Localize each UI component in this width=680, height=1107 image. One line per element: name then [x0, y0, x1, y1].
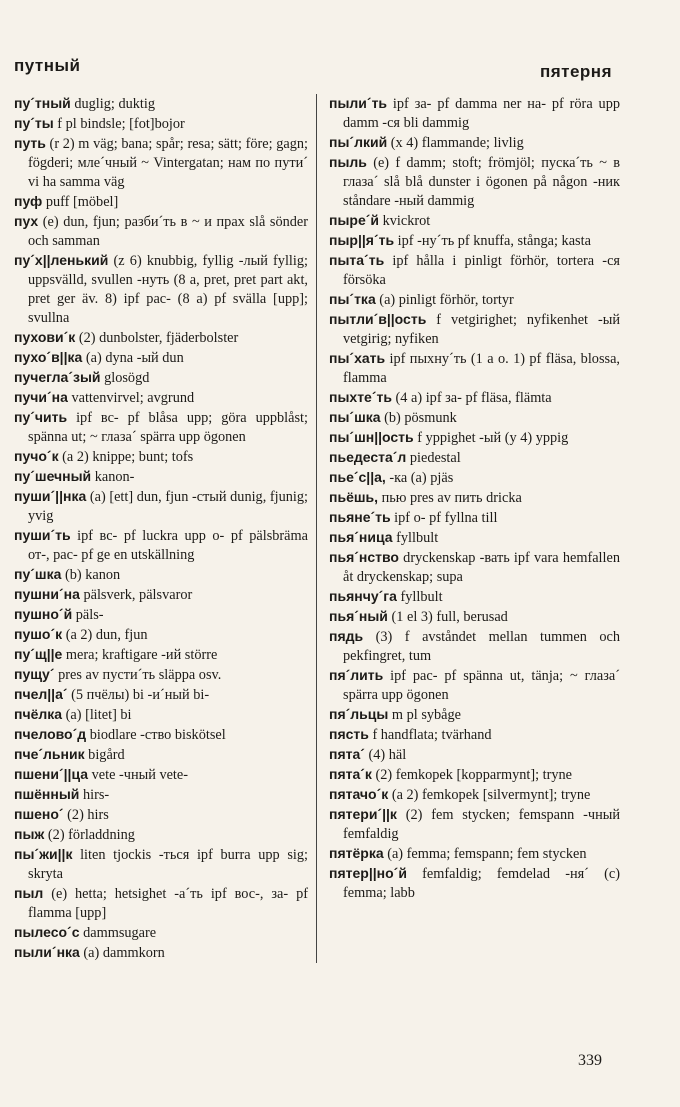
dictionary-entry: пы´шн||ость f yppighet -ый (y 4) yppig: [329, 429, 569, 446]
dictionary-entry: пясть f handflata; tvärhand: [329, 726, 492, 743]
dictionary-entry: пшено´ (2) hirs: [14, 806, 109, 823]
right-column: [317, 94, 620, 963]
dictionary-entry: пыхте´ть (4 a) ipf за- pf fläsa, flämta: [329, 389, 552, 406]
dictionary-entry: пуф puff [möbel]: [14, 193, 119, 210]
dictionary-entry: пче´льник bigård: [14, 746, 125, 763]
dictionary-entry: пыль (e) f damm; stoft; frömjöl; пуска´ть ~ в глаза´ slå blå dunster i ögonen på någon -ник ståndare -ный dammig: [329, 154, 620, 209]
header-guide-word-left: путный: [14, 56, 81, 75]
dictionary-entry: пы´шка (b) pösmunk: [329, 409, 457, 426]
dictionary-entry: пья´нство dryckenskap -вать ipf vara hemfallen åt dryckenskap; supa: [329, 549, 620, 585]
dictionary-entry: пя´лить ipf рас- pf spänna ut, tänja; ~ глаза´ spärra upp ögonen: [329, 667, 620, 703]
dictionary-entry: пчелово´д biodlare -ство biskötsel: [14, 726, 226, 743]
dictionary-entry: пя´льцы m pl sybåge: [329, 706, 462, 723]
dictionary-entry: пылесо´с dammsugare: [14, 924, 157, 941]
dictionary-entry: пу´тный duglig; duktig: [14, 95, 155, 112]
dictionary-entry: пыли´нка (a) dammkorn: [14, 944, 165, 961]
dictionary-entry: пшённый hirs-: [14, 786, 110, 803]
dictionary-entry: пу´х||ленький (z 6) knubbig, fyllig -лый fyllig; uppsvälld, svullen -нуть (8 a, pret, pret part akt, pret ger äv. 8) ipf рас- (8 a) pf svälla [upp]; svullna: [14, 252, 308, 326]
dictionary-entry: пушно´й päls-: [14, 606, 104, 623]
dictionary-entry: пчёлка (a) [litet] bi: [14, 706, 132, 723]
dictionary-entry: пятачо´к (a 2) femkopek [silvermynt]; tryne: [329, 786, 591, 803]
left-column: [14, 94, 317, 963]
dictionary-entry: пятери´||к (2) fem stycken; femspann -чный femfaldig: [329, 806, 620, 842]
header-guide-word-right: пятерня: [539, 62, 612, 81]
dictionary-entry: пытли´в||ость f vetgirighet; nyfikenhet -ый vetgirig; nyfiken: [329, 311, 620, 347]
dictionary-entry: пьянчу´га fyllbult: [329, 588, 443, 605]
dictionary-entry: пух (e) dun, fjun; разби´ть в ~ и прах slå sönder och samman: [14, 213, 308, 249]
dictionary-entry: пыж (2) förladdning: [14, 826, 135, 843]
dictionary-entry: пучо´к (a 2) knippe; bunt; tofs: [14, 448, 194, 465]
dictionary-entry: пядь (3) f avståndet mellan tummen och pekfingret, tum: [329, 628, 620, 664]
dictionary-entry: пыли´ть ipf за- pf damma ner на- pf röra upp damm -ся bli dammig: [329, 95, 620, 131]
dictionary-entry: пучи´на vattenvirvel; avgrund: [14, 389, 195, 406]
dictionary-entry: пыр||я´ть ipf -ну´ть pf knuffa, stånga; kasta: [329, 232, 591, 249]
dictionary-entry: пы´жи||к liten tjockis -ться ipf burra upp sig; skryta: [14, 846, 308, 882]
dictionary-entry: пыре´й kvickrot: [329, 212, 431, 229]
dictionary-entry: пья´ный (1 el 3) full, berusad: [329, 608, 508, 625]
dictionary-entry: пухови´к (2) dunbolster, fjäderbolster: [14, 329, 239, 346]
dictionary-entry: пьяне´ть ipf о- pf fyllna till: [329, 509, 498, 526]
dictionary-entry: пуши´||нка (a) [ett] dun, fjun -стый dunig, fjunig; yvig: [14, 488, 308, 524]
dictionary-entry: пу´шечный kanon-: [14, 468, 135, 485]
dictionary-entry: пу´щ||е mera; kraftigare -ий större: [14, 646, 218, 663]
dictionary-entry: пущу´ pres av пусти´ть släppa osv.: [14, 666, 222, 683]
dictionary-entry: пы´хать ipf пыхну´ть (1 a o. 1) pf fläsa, blossa, flamma: [329, 350, 620, 386]
dictionary-entry: пыта´ть ipf hålla i pinligt förhör, tortera -ся försöka: [329, 252, 620, 288]
dictionary-entry: пьёшь, пью pres av пить dricka: [329, 489, 522, 506]
dictionary-entry: пятёрка (a) femma; femspann; fem stycken: [329, 845, 587, 862]
dictionary-entry: пу´чить ipf вс- pf blåsa upp; göra uppblåst; spänna ut; ~ глаза´ spärra upp ögonen: [14, 409, 308, 445]
dictionary-entry: пята´к (2) femkopek [kopparmynt]; tryne: [329, 766, 573, 783]
dictionary-entry: пчел||а´ (5 пчёлы) bi -и´ный bi-: [14, 686, 210, 703]
dictionary-entry: пья´ница fyllbult: [329, 529, 439, 546]
dictionary-entry: пу´шка (b) kanon: [14, 566, 121, 583]
dictionary-entry: пуши´ть ipf вс- pf luckra upp о- pf pälsbräma от-, рас- pf ge en utskällning: [14, 527, 308, 563]
dictionary-entry: путь (r 2) m väg; bana; spår; resa; sätt; före; gagn; fögderi; мле´чный ~ Vintergatan; нам по пути´ vi ha samma väg: [14, 135, 308, 190]
dictionary-entry: пухо´в||ка (a) dyna -ый dun: [14, 349, 184, 366]
dictionary-entry: пыл (e) hetta; hetsighet -а´ть ipf вос-, за- pf flamma [upp]: [14, 885, 308, 921]
dictionary-entry: пы´лкий (x 4) flammande; livlig: [329, 134, 524, 151]
dictionary-entry: пятер||но´й femfaldig; femdelad -ня´ (c) femma; labb: [329, 865, 620, 901]
dictionary-entry: пушо´к (a 2) dun, fjun: [14, 626, 148, 643]
dictionary-entry: пьедеста´л piedestal: [329, 449, 461, 466]
page-number: 339: [578, 1052, 602, 1069]
dictionary-columns: [14, 94, 620, 963]
dictionary-entry: пучегла´зый glosögd: [14, 369, 150, 386]
dictionary-entry: пушни´на pälsverk, pälsvaror: [14, 586, 193, 603]
dictionary-entry: пята´ (4) häl: [329, 746, 407, 763]
dictionary-entry: пшени´||ца vete -чный vete-: [14, 766, 189, 783]
dictionary-entry: пье´с||а, -ка (a) pjäs: [329, 469, 454, 486]
dictionary-entry: пы´тка (a) pinligt förhör, tortyr: [329, 291, 514, 308]
dictionary-entry: пу´ты f pl bindsle; [fot]bojor: [14, 115, 185, 132]
